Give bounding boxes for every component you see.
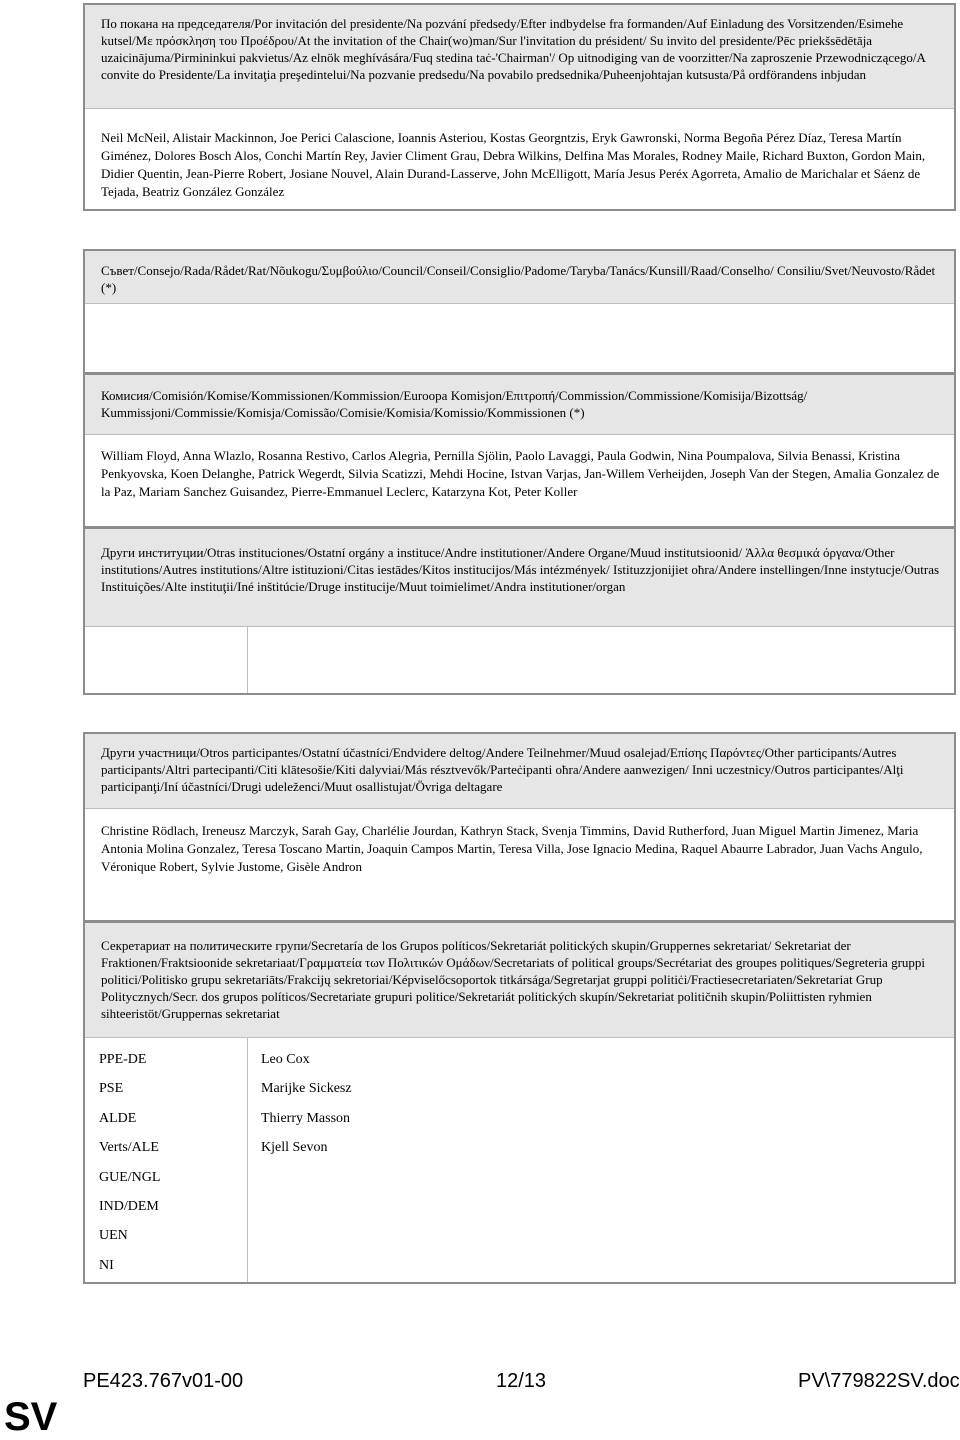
- group-label: ALDE: [99, 1110, 137, 1126]
- chair-invitation-header: По покана на председателя/Por invitación del presidente/Na pozvání předsedy/Efter indbydelse fra formanden/Auf Einladung des Vorsitzenden/Esimehe kutsel/Με πρόσκληση του Προέδρου/At the invitation of the Chair(wo)man/Sur l'invitation du président/ Su invito del presidente/Pēc priekšsēdētāja uzaicinājuma/Pirmininkui pakvietus/Az elnök meghívására/Fuq stedina taċ-'Chairman'/ Op uitnodiging van de voorzitter/Na zaproszenie Przewodniczącego/A convite do Presidente/La invitaţia preşedintelui/Na pozvanie predsedu/Na povabilo predsednika/Puheenjohtajan kutsusta/På ordförandens inbjudan: [85, 5, 954, 109]
- commission-header: Комисия/Comisión/Komise/Kommissionen/Kommission/Euroopa Komisjon/Επιτροπή/Commission/Commissione/Komisija/Bizottság/ Kummissjoni/Commissie/Komisja/Comissão/Comisie/Komisia/Komissio/Kommissionen (*): [85, 375, 954, 435]
- group-label: PSE: [99, 1081, 124, 1097]
- language-code: SV: [4, 1395, 58, 1439]
- group-label: GUE/NGL: [99, 1169, 161, 1185]
- other-participants-list: Christine Rödlach, Ireneusz Marczyk, Sarah Gay, Charlélie Jourdan, Kathryn Stack, Svenja Timmins, David Rutherford, Juan Miguel Martin Jimenez, Maria Antonia Molina Gonzalez, Teresa Toscano Martin, Joaquin Campos Martin, Teresa Villa, Jose Ignacio Medina, Raquel Abaurre Labrador, Juan Vachs Angulo, Véronique Robert, Sylvie Justome, Gisèle Andron: [101, 823, 923, 874]
- secretariat-persons-column: [261, 1038, 352, 1163]
- council-section: [83, 249, 956, 374]
- commission-section: [83, 373, 956, 528]
- council-header: Съвет/Consejo/Rada/Rådet/Rat/Nõukogu/Συμβούλιο/Council/Conseil/Consiglio/Padome/Taryba/Tanács/Kunsill/Raad/Conselho/ Consiliu/Svet/Neuvosto/Rådet (*): [85, 251, 954, 304]
- person-name: Thierry Masson: [261, 1110, 351, 1126]
- group-label: UEN: [99, 1228, 128, 1244]
- group-label: NI: [99, 1257, 114, 1273]
- group-label: Verts/ALE: [99, 1140, 159, 1156]
- chair-invitees-list: Neil McNeil, Alistair Mackinnon, Joe Perici Calascione, Ioannis Asteriou, Kostas Georgntzis, Eryk Gawronski, Norma Begoña Pérez Díaz, Teresa Martín Giménez, Dolores Bosch Alos, Conchi Martín Rey, Javier Climent Grau, Debra Wilkins, Delfina Mas Morales, Rodney Maile, Richard Buxton, Gordon Main, Didier Quentin, Jean-Pierre Robert, Josiane Nouvel, Alain Durand-Lasserve, John McElligott, María Jesus Peréx Agorreta, Amalio de Marichalar et Sáenz de Tejada, Beatriz González González: [101, 130, 926, 199]
- person-name: Marijke Sickesz: [261, 1081, 352, 1097]
- page-number: 12/13: [496, 1370, 547, 1392]
- person-name: Leo Cox: [261, 1052, 310, 1067]
- other-participants-section: [83, 732, 956, 922]
- secretariat-table: [85, 1038, 954, 1282]
- other-participants-header: Други участници/Otros participantes/Ostatní účastníci/Endvidere deltog/Andere Teilnehmer/Muud osalejad/Επίσης Παρόντες/Other participants/Autres participants/Altri partecipanti/Citi klātesošie/Kiti dalyviai/Más résztvevők/Parteċipanti oħra/Andere aanwezigen/ Inni uczestnicy/Outros participantes/Alţi participanţi/Iní účastníci/Drugi udeleženci/Muut osallistujat/Övriga deltagare: [85, 734, 954, 809]
- column-divider: [247, 1038, 248, 1282]
- chair-invitation-section: [83, 3, 956, 211]
- group-label: PPE-DE: [99, 1052, 147, 1067]
- political-groups-column: [99, 1038, 160, 1280]
- secretariat-section: [83, 921, 956, 1284]
- other-institutions-section: [83, 527, 956, 695]
- commission-attendees-list: William Floyd, Anna Wlazlo, Rosanna Restivo, Carlos Alegria, Pernilla Sjölin, Paolo Lavaggi, Paula Godwin, Nina Poumpalova, Silvia Benassi, Kristina Penkyovska, Koen Delanghe, Patrick Wegerdt, Silvia Scatizzi, Mehdi Hocine, Istvan Varjas, Jan-Willem Verheijden, Joseph Van der Stegen, Amalia Gonzalez de la Paz, Mariam Sanchez Guisandez, Pierre-Emmanuel Leclerc, Katarzyna Kot, Peter Koller: [101, 448, 940, 499]
- secretariat-header: Секретариат на политическите групи/Secretaría de los Grupos políticos/Sekretariát politických skupin/Gruppernes sekretariat/ Sekretariat der Fraktionen/Fraktsioonide sekretariaat/Γραμματεία των Πολιτικών Ομάδων/Secretariats of political groups/Secrétariat des groupes politiques/Segreteria gruppi politici/Politisko grupu sekretariāts/Frakcijų sekretoriai/Képviselőcsoportok titkársága/Segretarjat gruppi politiċi/Fractiesecretariaten/Sekretariat Grup Politycznych/Secr. dos grupos políticos/Secretariate grupuri politice/Sekretariát politických skupín/Sekretariat političnih skupin/Poliittisten ryhmien sihteeristöt/Gruppernas sekretariat: [85, 923, 954, 1038]
- file-name: PV\779822SV.doc: [798, 1370, 960, 1392]
- column-divider: [247, 627, 248, 693]
- person-name: Kjell Sevon: [261, 1140, 328, 1156]
- other-institutions-table: [85, 627, 954, 693]
- other-institutions-header: Други институции/Otras instituciones/Ostatní orgány a instituce/Andre institutioner/Andere Organe/Muud institutsioonid/ Άλλα θεσμικά όργανα/Other institutions/Autres institutions/Altre istituzioni/Citas iestādes/Kitos institucijos/Más intézmények/ Istituzzjonijiet oħra/Andere instellingen/Inne instytucje/Outras Instituições/Alte instituţii/Iné inštitúcie/Druge institucije/Muut toimielimet/Andra institutioner/organ: [85, 529, 954, 627]
- document-reference: PE423.767v01-00: [83, 1370, 244, 1392]
- group-label: IND/DEM: [99, 1199, 159, 1215]
